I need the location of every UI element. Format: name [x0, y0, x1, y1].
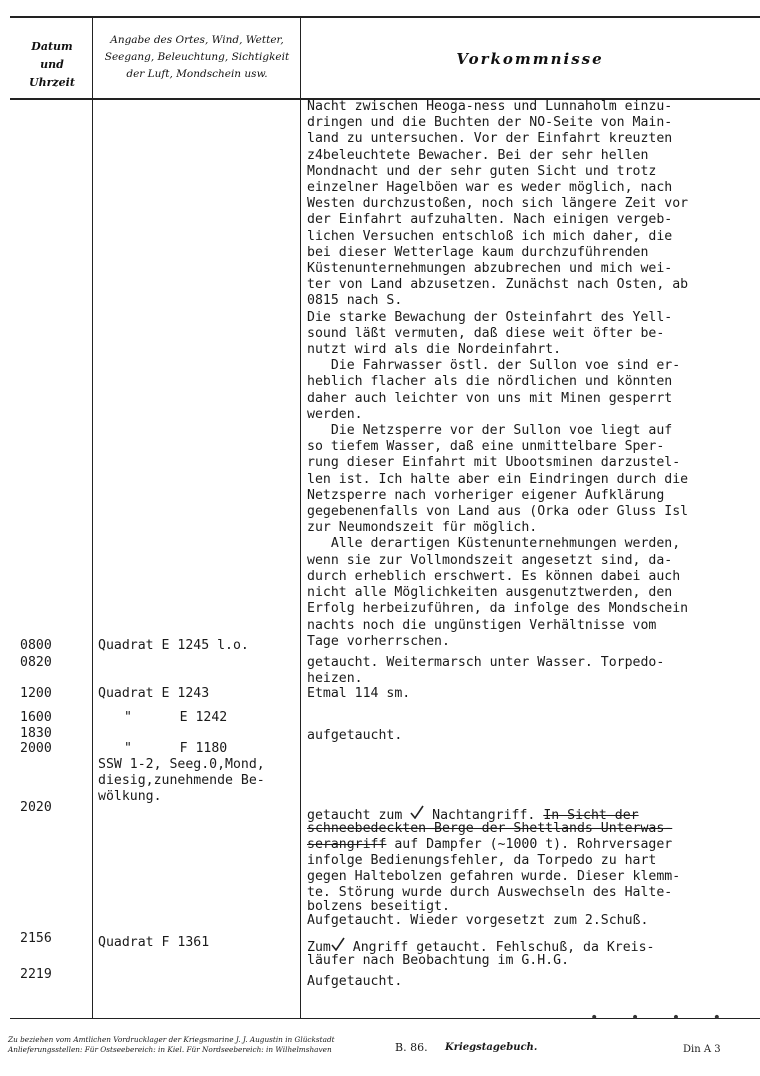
weather-line: diesig,zunehmende Be-	[98, 773, 265, 788]
entry-time: 1600	[20, 710, 52, 725]
entry-location: Quadrat E 1245 l.o.	[98, 638, 249, 653]
entry-time: 2000	[20, 741, 52, 756]
entry-time: 1830	[20, 726, 52, 741]
narrative-line: Die Netzsperre vor der Sullon voe liegt auf	[307, 423, 673, 439]
header-datum	[14, 38, 90, 92]
sheet-size: Din A 3	[683, 1044, 721, 1055]
weather-line: SSW 1-2, Seeg.0,Mond,	[98, 757, 265, 772]
narrative-line: zur Neumondszeit für möglich.	[307, 520, 538, 536]
narrative-line: der Einfahrt aufzuhalten. Nach einigen vergeb-	[307, 212, 673, 228]
narrative-line: einzelner Hagelböen war es weder möglich, nach	[307, 180, 673, 196]
header-datum-line: Uhrzeit	[29, 76, 75, 89]
entry-location: " F 1180	[124, 741, 228, 756]
entry-time: 0820	[20, 655, 52, 670]
struck-text: schneebedeckten Berge der Shettlands Unterwas-	[307, 821, 673, 836]
narrative-line: Westen durchzustoßen, noch sich längere Zeit vor	[307, 196, 689, 212]
entry-event: gegen Haltebolzen gefahren wurde. Dieser klemm-	[307, 869, 681, 884]
narrative-line: Tage vorherrschen.	[307, 633, 450, 649]
struck-text: serangriff	[307, 837, 387, 852]
footer-imprint	[8, 1035, 368, 1055]
entry-time: 2020	[20, 800, 52, 815]
narrative-line: Die starke Bewachung der Osteinfahrt des Yell-	[307, 309, 673, 325]
narrative-line: Nacht zwischen Heoga-ness und Lunnaholm einzu-	[307, 99, 673, 114]
narrative-line: land zu untersuchen. Vor der Einfahrt kreuzten	[307, 131, 673, 147]
narrative-line: dringen und die Buchten der NO-Seite von Main-	[307, 115, 673, 131]
narrative-line: len ist. Ich halte aber ein Eindringen durch die	[307, 471, 689, 487]
narrative-line: nutzt wird als die Nordeinfahrt.	[307, 342, 562, 358]
narrative-line: gegebenenfalls von Land aus (Orka oder Gluss Isl	[307, 504, 689, 520]
entry-location: " E 1242	[124, 710, 228, 725]
form-title: Kriegstagebuch.	[445, 1042, 538, 1053]
header-angabe-line: Seegang, Beleuchtung, Sichtigkeit	[104, 51, 290, 63]
narrative-line: Die Fahrwasser östl. der Sullon voe sind er-	[307, 358, 681, 374]
entry-event: läufer nach Beobachtung im G.H.G.	[307, 953, 570, 968]
header-datum-line: und	[40, 58, 64, 71]
entry-event: Aufgetaucht. Wieder vorgesetzt zum 2.Schuß.	[307, 913, 649, 928]
ink-dots: • • • •	[590, 1010, 734, 1026]
narrative-line: werden.	[307, 406, 363, 422]
narrative-line: Küstenunternehmungen abzubrechen und mich wei-	[307, 261, 673, 277]
entry-location: Quadrat E 1243	[98, 686, 210, 701]
column-divider-2	[300, 18, 301, 1018]
weather-line: wölkung.	[98, 789, 162, 804]
entry-event: Aufgetaucht.	[307, 974, 403, 989]
narrative-line: Mondnacht und der sehr guten Sicht und trotz	[307, 163, 657, 179]
narrative-line: nicht alle Möglichkeiten ausgenutztwerden, den	[307, 585, 673, 601]
narrative-line: nachts noch die ungünstigen Verhältnisse vom	[307, 617, 657, 633]
narrative-text	[307, 99, 760, 650]
top-rule	[10, 16, 760, 18]
event-text: Zum	[307, 940, 331, 955]
entry-event: getaucht. Weitermarsch unter Wasser. Torpedo-	[307, 655, 665, 670]
entry-event: heizen.	[307, 671, 363, 686]
narrative-line: so tiefem Wasser, daß eine unmittelbare Sper-	[307, 439, 665, 455]
narrative-line: Alle derartigen Küstenunternehmungen werden,	[307, 536, 681, 552]
narrative-line: daher auch leichter von uns mit Minen gesperrt	[307, 390, 673, 406]
narrative-line: Netzsperre nach vorheriger eigener Aufklärung	[307, 487, 665, 503]
footer-imprint-line: Anlieferungsstellen: Für Ostseebereich: in Kiel. Für Nordseebereich: in Wilhelmshaven	[8, 1045, 332, 1054]
narrative-line: ter von Land abzusetzen. Zunächst nach Osten, ab	[307, 277, 689, 293]
narrative-line: Erfolg herbeizuführen, da infolge des Mondschein	[307, 601, 689, 617]
column-divider-1	[92, 18, 93, 1018]
entry-location: Quadrat F 1361	[98, 935, 210, 950]
event-text: Angriff getaucht. Fehlschuß, da Kreis-	[344, 940, 655, 955]
entry-time: 0800	[20, 638, 52, 653]
narrative-line: sound läßt vermuten, daß diese weit öfter be-	[307, 325, 665, 341]
header-vorkommnisse: Vorkommnisse	[456, 50, 604, 68]
header-datum-line: Datum	[31, 40, 73, 53]
entry-event: te. Störung wurde durch Auswechseln des Halte-	[307, 885, 673, 900]
narrative-line: z4beleuchtete Bewacher. Bei der sehr hellen	[307, 147, 649, 163]
entry-event: aufgetaucht.	[307, 728, 403, 743]
event-text: Nachtangriff.	[424, 808, 544, 823]
entry-event: bolzens beseitigt.	[307, 899, 450, 914]
entry-event: infolge Bedienungsfehler, da Torpedo zu hart	[307, 853, 657, 868]
header-angabe-line: Angabe des Ortes, Wind, Wetter,	[110, 34, 284, 46]
event-text: getaucht zum	[307, 808, 411, 823]
entry-event	[307, 837, 672, 853]
struck-text: In Sicht der	[543, 808, 639, 823]
narrative-line: bei dieser Wetterlage kaum durchzuführenden	[307, 244, 649, 260]
narrative-line: heblich flacher als die nördlichen und könnten	[307, 374, 673, 390]
form-number: B. 86.	[395, 1041, 428, 1054]
narrative-line: lichen Versuchen entschloß ich mich daher, die	[307, 228, 673, 244]
narrative-line: rung dieser Einfahrt mit Ubootsminen darzustel-	[307, 455, 681, 471]
header-angabe	[95, 32, 299, 83]
narrative-line: durch erheblich erschwert. Es können dabei auch	[307, 568, 681, 584]
entry-event	[307, 821, 672, 837]
narrative-line: 0815 nach S.	[307, 293, 403, 309]
entry-time: 2156	[20, 931, 52, 946]
header-angabe-line: der Luft, Mondschein usw.	[126, 68, 268, 80]
event-text: auf Dampfer (~1000 t). Rohrversager	[386, 837, 673, 852]
entry-time: 2219	[20, 967, 52, 982]
entry-time: 1200	[20, 686, 52, 701]
entry-event: Etmal 114 sm.	[307, 686, 411, 701]
narrative-line: wenn sie zur Vollmondszeit angesetzt sind, da-	[307, 552, 673, 568]
footer-imprint-line: Zu beziehen vom Amtlichen Vordrucklager der Kriegsmarine J. J. Augustin in Glückstadt	[8, 1035, 335, 1044]
